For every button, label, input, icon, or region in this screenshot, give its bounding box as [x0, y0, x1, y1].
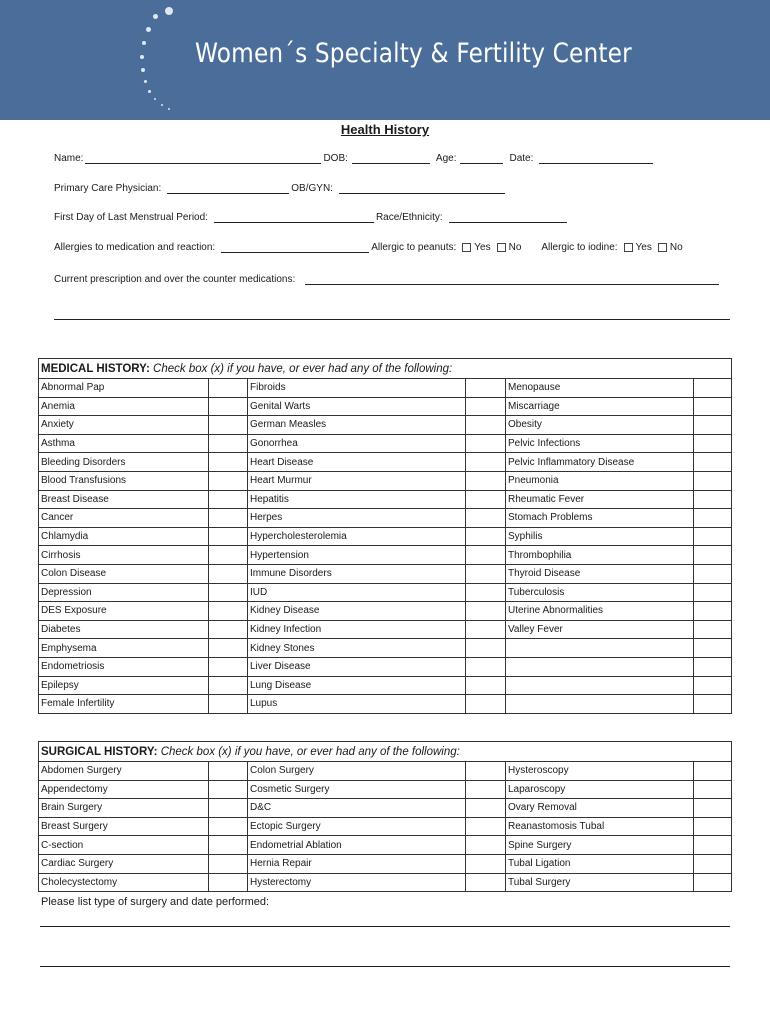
condition-checkbox[interactable] [466, 695, 506, 714]
condition-label: Hysterectomy [248, 873, 466, 892]
patient-row-1 [54, 153, 655, 164]
condition-checkbox[interactable] [694, 583, 732, 602]
condition-checkbox[interactable] [466, 471, 506, 490]
condition-label: Hypercholesterolemia [248, 527, 466, 546]
page-title: Health History [340, 122, 430, 137]
condition-checkbox[interactable] [209, 583, 248, 602]
name-field[interactable] [85, 153, 321, 164]
condition-checkbox[interactable] [209, 639, 248, 658]
condition-label: Tubal Surgery [506, 873, 694, 892]
condition-label: Pelvic Inflammatory Disease [506, 453, 694, 472]
meds-field[interactable] [305, 274, 719, 285]
condition-label: Blood Transfusions [39, 471, 209, 490]
medical-history-row [39, 564, 732, 583]
condition-checkbox[interactable] [209, 379, 248, 398]
surgical-history-row [39, 817, 732, 836]
condition-label: DES Exposure [39, 602, 209, 621]
condition-checkbox[interactable] [694, 397, 732, 416]
condition-label: Valley Fever [506, 620, 694, 639]
condition-label: Endometrial Ablation [248, 836, 466, 855]
condition-label: Breast Disease [39, 490, 209, 509]
medical-history-row [39, 471, 732, 490]
condition-label: Bleeding Disorders [39, 453, 209, 472]
medical-history-row [39, 434, 732, 453]
condition-label: Heart Disease [248, 453, 466, 472]
date-label: Date: [509, 153, 534, 164]
condition-checkbox[interactable] [209, 397, 248, 416]
iodine-no-label: No [669, 242, 683, 253]
lmp-field[interactable] [214, 212, 374, 223]
condition-checkbox[interactable] [694, 416, 732, 435]
dob-label: DOB: [323, 153, 348, 164]
obgyn-label: OB/GYN: [291, 183, 333, 194]
condition-checkbox[interactable] [694, 780, 732, 799]
condition-label: Rheumatic Fever [506, 490, 694, 509]
condition-checkbox[interactable] [466, 799, 506, 818]
condition-label: Ovary Removal [506, 799, 694, 818]
condition-label: Abnormal Pap [39, 379, 209, 398]
dob-field[interactable] [352, 153, 430, 164]
condition-checkbox[interactable] [694, 453, 732, 472]
condition-checkbox[interactable] [466, 762, 506, 781]
condition-label: Breast Surgery [39, 817, 209, 836]
condition-label: Appendectomy [39, 780, 209, 799]
condition-checkbox[interactable] [694, 564, 732, 583]
condition-checkbox[interactable] [209, 836, 248, 855]
condition-label: Miscarriage [506, 397, 694, 416]
condition-checkbox[interactable] [209, 471, 248, 490]
condition-label: Thrombophilia [506, 546, 694, 565]
condition-checkbox[interactable] [209, 817, 248, 836]
medical-history-row [39, 639, 732, 658]
condition-checkbox[interactable] [209, 490, 248, 509]
condition-checkbox[interactable] [209, 416, 248, 435]
condition-label: Hepatitis [248, 490, 466, 509]
condition-label: Reanastomosis Tubal [506, 817, 694, 836]
condition-label: C-section [39, 836, 209, 855]
lmp-label: First Day of Last Menstrual Period: [54, 212, 208, 223]
condition-label: Emphysema [39, 639, 209, 658]
condition-checkbox[interactable] [209, 509, 248, 528]
medical-history-row [39, 583, 732, 602]
condition-label: Colon Disease [39, 564, 209, 583]
condition-checkbox[interactable] [466, 416, 506, 435]
pcp-label: Primary Care Physician: [54, 183, 162, 194]
condition-checkbox[interactable] [694, 509, 732, 528]
condition-label: Fibroids [248, 379, 466, 398]
medical-history-row [39, 620, 732, 639]
condition-checkbox[interactable] [466, 453, 506, 472]
condition-label: Lupus [248, 695, 466, 714]
condition-checkbox[interactable] [209, 527, 248, 546]
condition-label: Cirrhosis [39, 546, 209, 565]
name-label: Name: [54, 153, 84, 164]
pcp-field[interactable] [167, 183, 289, 194]
surgery-list-prompt: Please list type of surgery and date performed: [41, 896, 270, 908]
race-field[interactable] [449, 212, 567, 223]
condition-checkbox[interactable] [466, 676, 506, 695]
condition-checkbox[interactable] [466, 873, 506, 892]
condition-checkbox[interactable] [694, 799, 732, 818]
peanuts-label: Allergic to peanuts: [371, 242, 457, 253]
condition-checkbox[interactable] [209, 564, 248, 583]
condition-checkbox[interactable] [209, 676, 248, 695]
condition-checkbox[interactable] [466, 434, 506, 453]
condition-label: Colon Surgery [248, 762, 466, 781]
condition-label: Immune Disorders [248, 564, 466, 583]
condition-label: D&C [248, 799, 466, 818]
condition-checkbox[interactable] [466, 397, 506, 416]
condition-checkbox[interactable] [694, 854, 732, 873]
surgical-history-row [39, 854, 732, 873]
condition-label: Chlamydia [39, 527, 209, 546]
condition-checkbox[interactable] [466, 780, 506, 799]
condition-checkbox[interactable] [466, 836, 506, 855]
condition-label: Herpes [248, 509, 466, 528]
condition-label: Anxiety [39, 416, 209, 435]
condition-checkbox[interactable] [466, 620, 506, 639]
condition-label: IUD [248, 583, 466, 602]
patient-row-4 [54, 242, 683, 253]
surgical-history-row [39, 873, 732, 892]
meds-field-line-2[interactable] [54, 319, 730, 320]
surgical-history-row [39, 799, 732, 818]
condition-label: Pneumonia [506, 471, 694, 490]
condition-label: Asthma [39, 434, 209, 453]
medical-history-heading: MEDICAL HISTORY: Check box (x) if you have, or ever had any of the following: [39, 359, 732, 379]
condition-checkbox[interactable] [209, 453, 248, 472]
condition-label: Anemia [39, 397, 209, 416]
patient-row-5 [54, 274, 721, 285]
condition-label: Tuberculosis [506, 583, 694, 602]
condition-label [506, 695, 694, 714]
condition-checkbox[interactable] [209, 657, 248, 676]
condition-label: Kidney Disease [248, 602, 466, 621]
patient-row-2 [54, 183, 507, 194]
condition-checkbox[interactable] [466, 509, 506, 528]
condition-checkbox[interactable] [694, 657, 732, 676]
condition-checkbox[interactable] [209, 762, 248, 781]
condition-checkbox[interactable] [694, 762, 732, 781]
age-label: Age: [435, 153, 457, 164]
condition-checkbox[interactable] [466, 854, 506, 873]
condition-checkbox[interactable] [694, 817, 732, 836]
condition-label: Hypertension [248, 546, 466, 565]
condition-checkbox[interactable] [466, 546, 506, 565]
surgical-history-table [38, 741, 732, 892]
peanuts-no-checkbox[interactable] [497, 243, 506, 252]
condition-checkbox[interactable] [694, 620, 732, 639]
medical-history-row [39, 397, 732, 416]
clinic-logo-text: Women´s Specialty & Fertility Center [195, 38, 632, 69]
condition-label: Lung Disease [248, 676, 466, 695]
peanuts-yes-label: Yes [474, 242, 491, 253]
condition-label: Epilepsy [39, 676, 209, 695]
condition-label: Laparoscopy [506, 780, 694, 799]
condition-checkbox[interactable] [694, 490, 732, 509]
condition-checkbox[interactable] [209, 873, 248, 892]
condition-label: Gonorrhea [248, 434, 466, 453]
condition-label: Liver Disease [248, 657, 466, 676]
condition-label: Genital Warts [248, 397, 466, 416]
condition-label: Tubal Ligation [506, 854, 694, 873]
condition-checkbox[interactable] [694, 676, 732, 695]
condition-checkbox[interactable] [209, 602, 248, 621]
condition-label: Cancer [39, 509, 209, 528]
condition-checkbox[interactable] [694, 695, 732, 714]
surgical-history-heading: SURGICAL HISTORY: Check box (x) if you have, or ever had any of the following: [39, 742, 732, 762]
condition-checkbox[interactable] [694, 527, 732, 546]
condition-checkbox[interactable] [466, 639, 506, 658]
condition-label: Brain Surgery [39, 799, 209, 818]
condition-label: Endometriosis [39, 657, 209, 676]
header-banner [0, 0, 770, 120]
condition-label: Hernia Repair [248, 854, 466, 873]
medical-history-row [39, 490, 732, 509]
condition-checkbox[interactable] [209, 620, 248, 639]
condition-label: Cardiac Surgery [39, 854, 209, 873]
condition-checkbox[interactable] [694, 546, 732, 565]
condition-label: Spine Surgery [506, 836, 694, 855]
condition-checkbox[interactable] [694, 471, 732, 490]
peanuts-no-label: No [508, 242, 522, 253]
surgery-list-line-1[interactable] [40, 926, 730, 927]
condition-label: Hysteroscopy [506, 762, 694, 781]
condition-label: Pelvic Infections [506, 434, 694, 453]
condition-checkbox[interactable] [209, 695, 248, 714]
condition-checkbox[interactable] [694, 873, 732, 892]
surgical-history-row [39, 780, 732, 799]
condition-checkbox[interactable] [466, 657, 506, 676]
condition-label: Syphilis [506, 527, 694, 546]
condition-label: Depression [39, 583, 209, 602]
peanuts-yes-checkbox[interactable] [462, 243, 471, 252]
condition-checkbox[interactable] [209, 854, 248, 873]
condition-checkbox[interactable] [466, 490, 506, 509]
condition-label: Heart Murmur [248, 471, 466, 490]
iodine-label: Allergic to iodine: [541, 242, 618, 253]
condition-label: Diabetes [39, 620, 209, 639]
iodine-no-checkbox[interactable] [658, 243, 667, 252]
surgical-history-row [39, 836, 732, 855]
medical-history-row [39, 453, 732, 472]
condition-checkbox[interactable] [209, 799, 248, 818]
surgical-history-row [39, 762, 732, 781]
race-label: Race/Ethnicity: [375, 212, 443, 223]
allergies-field[interactable] [221, 242, 369, 253]
condition-label [506, 639, 694, 658]
condition-label [506, 657, 694, 676]
condition-label: Abdomen Surgery [39, 762, 209, 781]
medical-history-row [39, 416, 732, 435]
medical-history-row [39, 695, 732, 714]
iodine-yes-label: Yes [635, 242, 652, 253]
obgyn-field[interactable] [339, 183, 505, 194]
date-field[interactable] [539, 153, 653, 164]
condition-checkbox[interactable] [466, 817, 506, 836]
condition-label: Obesity [506, 416, 694, 435]
allergies-label: Allergies to medication and reaction: [54, 242, 216, 253]
medical-history-table [38, 358, 732, 714]
condition-checkbox[interactable] [466, 602, 506, 621]
iodine-yes-checkbox[interactable] [624, 243, 633, 252]
condition-label: Kidney Stones [248, 639, 466, 658]
condition-checkbox[interactable] [209, 780, 248, 799]
condition-label: Ectopic Surgery [248, 817, 466, 836]
condition-label: Stomach Problems [506, 509, 694, 528]
condition-label [506, 676, 694, 695]
medical-history-row [39, 527, 732, 546]
condition-checkbox[interactable] [209, 546, 248, 565]
condition-checkbox[interactable] [694, 639, 732, 658]
condition-checkbox[interactable] [466, 564, 506, 583]
condition-label: Female Infertility [39, 695, 209, 714]
condition-checkbox[interactable] [466, 379, 506, 398]
condition-label: Thyroid Disease [506, 564, 694, 583]
medical-history-row [39, 509, 732, 528]
medical-history-row [39, 546, 732, 565]
medical-history-row [39, 379, 732, 398]
patient-row-3 [54, 212, 569, 223]
medical-history-row [39, 676, 732, 695]
condition-checkbox[interactable] [466, 527, 506, 546]
age-field[interactable] [460, 153, 503, 164]
condition-label: Kidney Infection [248, 620, 466, 639]
meds-label: Current prescription and over the counter medications: [54, 274, 296, 285]
medical-history-row [39, 602, 732, 621]
condition-checkbox[interactable] [694, 602, 732, 621]
condition-label: Menopause [506, 379, 694, 398]
condition-checkbox[interactable] [466, 583, 506, 602]
surgery-list-line-2[interactable] [40, 966, 730, 967]
condition-label: Cosmetic Surgery [248, 780, 466, 799]
condition-checkbox[interactable] [209, 434, 248, 453]
condition-checkbox[interactable] [694, 836, 732, 855]
condition-label: Cholecystectomy [39, 873, 209, 892]
condition-label: German Measles [248, 416, 466, 435]
condition-label: Uterine Abnormalities [506, 602, 694, 621]
condition-checkbox[interactable] [694, 434, 732, 453]
condition-checkbox[interactable] [694, 379, 732, 398]
medical-history-row [39, 657, 732, 676]
